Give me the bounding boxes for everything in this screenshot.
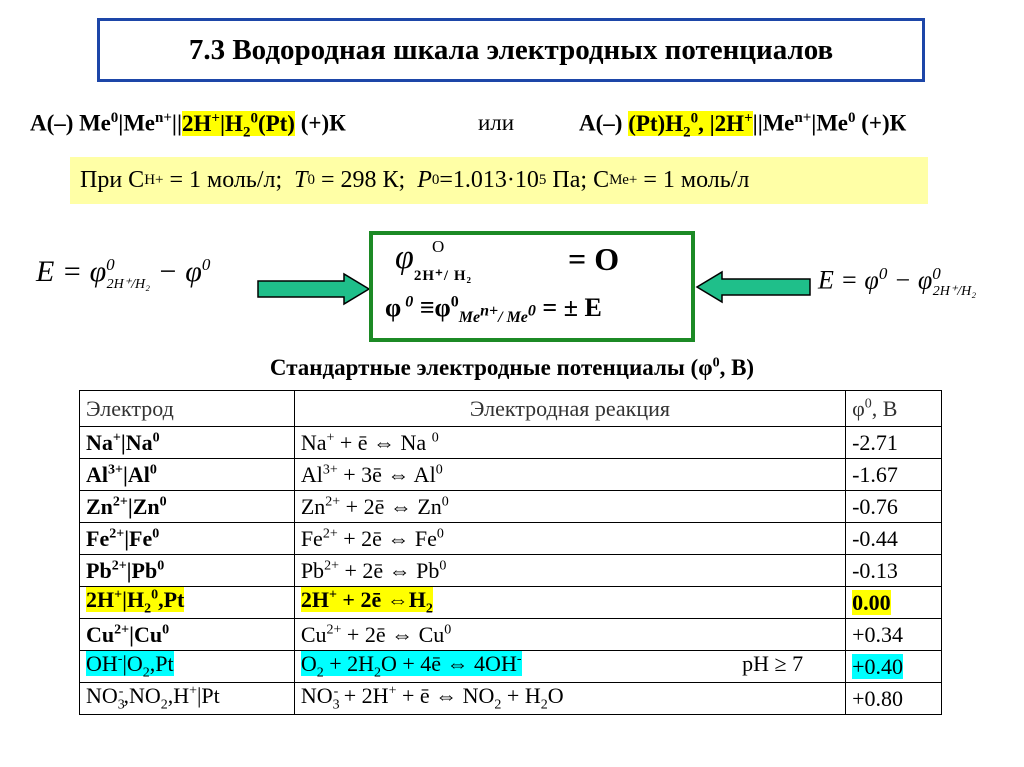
sup: - bbox=[118, 683, 124, 699]
sup: 0 bbox=[159, 494, 167, 510]
sub: 2 bbox=[540, 697, 548, 713]
t: |Cu bbox=[129, 621, 163, 647]
t: Cu bbox=[86, 621, 115, 647]
reaction-cell bbox=[294, 459, 845, 491]
title-box bbox=[97, 18, 925, 82]
t: |Fe bbox=[124, 525, 153, 551]
t: |Al bbox=[122, 461, 150, 487]
scheme-left-dbar: || bbox=[171, 110, 183, 136]
t: OH bbox=[86, 651, 118, 677]
sub: 2 bbox=[374, 665, 381, 681]
table-row bbox=[80, 555, 942, 587]
sub: 2 bbox=[425, 601, 433, 617]
header-reaction: Электродная реакция bbox=[294, 391, 845, 427]
hydrogen-potential-expr bbox=[395, 237, 484, 284]
sub: 3 bbox=[117, 697, 125, 713]
scheme-right-prefix: А(–) bbox=[579, 110, 629, 136]
t: Cu bbox=[300, 621, 327, 647]
sup: + bbox=[388, 683, 397, 699]
left-arrow-icon bbox=[694, 270, 812, 304]
expr-text: = ± E bbox=[535, 293, 602, 322]
electrode-cell bbox=[80, 651, 295, 683]
sup: 0 bbox=[106, 255, 115, 274]
hl-text: (Pt)Н bbox=[628, 110, 684, 136]
table-row bbox=[80, 459, 942, 491]
t: Na bbox=[86, 429, 113, 455]
expr-text: ≡φ bbox=[413, 293, 451, 322]
reaction-cell bbox=[294, 555, 845, 587]
sup: n+ bbox=[154, 110, 172, 126]
sub: 2 bbox=[683, 124, 691, 141]
hydrogen-standard-box bbox=[369, 231, 695, 342]
electrode-cell bbox=[80, 587, 295, 619]
scheme-or: или bbox=[478, 110, 515, 135]
scheme-left-bar: |Ме bbox=[118, 110, 155, 136]
sup: 5 bbox=[538, 172, 547, 188]
table-row-hydrogen bbox=[80, 587, 942, 619]
sup: 2+ bbox=[111, 558, 127, 574]
title-text: , В) bbox=[719, 355, 755, 380]
sup: 0 bbox=[151, 587, 159, 603]
t: + 2ē ⇔H bbox=[336, 587, 426, 613]
electrode-cell bbox=[80, 427, 295, 459]
header-potential bbox=[846, 391, 942, 427]
sup: + bbox=[328, 587, 337, 603]
header-text: φ bbox=[852, 395, 865, 421]
t: + 2ē ⇔ Zn bbox=[340, 493, 442, 519]
t: + 3ē ⇔ Al bbox=[337, 461, 436, 487]
t: + ē ⇔ NO bbox=[396, 683, 495, 709]
sup: - bbox=[333, 683, 339, 699]
sup: n+ bbox=[794, 110, 812, 126]
t: ,NO bbox=[123, 683, 161, 709]
sup: 0 bbox=[712, 355, 720, 371]
t: + 2ē ⇔ Cu bbox=[341, 621, 445, 647]
sup: + bbox=[189, 683, 198, 699]
potential-cell: +0.80 bbox=[846, 683, 942, 715]
electrode-cell bbox=[80, 523, 295, 555]
t: 0.00 bbox=[852, 589, 891, 615]
hl-text: |Н bbox=[219, 110, 243, 136]
sup: 0 bbox=[152, 526, 160, 542]
formula-text: = φ bbox=[833, 265, 879, 295]
cond-text: Р bbox=[417, 167, 432, 193]
sup: + bbox=[211, 110, 220, 126]
sup: 0 bbox=[110, 110, 119, 126]
phi-symbol: φ bbox=[395, 239, 414, 276]
sup: 2+ bbox=[109, 526, 125, 542]
t: |H bbox=[122, 587, 145, 613]
t: O bbox=[300, 651, 317, 677]
t: Al bbox=[300, 461, 323, 487]
ph-condition: pH ≥ 7 bbox=[742, 651, 804, 677]
table-row-oxygen bbox=[80, 651, 942, 683]
sup: - bbox=[516, 651, 522, 667]
formula-text: E bbox=[36, 255, 55, 288]
scheme-right-me: Ме bbox=[762, 110, 795, 136]
electrode-cell bbox=[80, 683, 295, 715]
hydrogen-electrode-highlight bbox=[628, 110, 753, 141]
potential-cell: -0.13 bbox=[846, 555, 942, 587]
sup: 3+ bbox=[108, 462, 123, 478]
t: 2H bbox=[86, 587, 115, 613]
sup: + bbox=[326, 430, 335, 446]
formula-left bbox=[36, 255, 210, 293]
electrode-cell bbox=[80, 555, 295, 587]
sup: + bbox=[744, 110, 753, 126]
sup: 0 bbox=[435, 462, 443, 478]
sup: 0 bbox=[201, 255, 211, 274]
t: Fe bbox=[300, 525, 323, 551]
sub: 2H⁺/H₂ bbox=[932, 283, 977, 299]
reaction-cell bbox=[294, 523, 845, 555]
sup: 2+ bbox=[112, 494, 128, 510]
t: |Na bbox=[120, 429, 153, 455]
sup: 0 bbox=[439, 558, 447, 574]
table-title bbox=[0, 355, 1024, 381]
t: ,H bbox=[167, 683, 190, 709]
t: |Pt bbox=[197, 683, 220, 709]
sup: 0 bbox=[431, 430, 439, 446]
electrode-potential-expr bbox=[385, 293, 602, 327]
sup: 0 bbox=[450, 293, 459, 311]
t: O + 4ē ⇔ 4OH bbox=[381, 651, 517, 677]
hydrogen-electrode-highlight bbox=[182, 110, 295, 141]
electrode-cell bbox=[80, 459, 295, 491]
reaction-cell bbox=[294, 491, 845, 523]
t: Zn bbox=[300, 493, 326, 519]
header-electrode: Электрод bbox=[80, 391, 295, 427]
sup: 0 bbox=[149, 462, 157, 478]
sup: + bbox=[628, 172, 638, 188]
scheme-right-bar: |Ме bbox=[811, 110, 848, 136]
table-header-row bbox=[80, 391, 942, 427]
sup: 2+ bbox=[114, 622, 130, 638]
sup: 0 bbox=[847, 110, 856, 126]
potential-cell bbox=[846, 587, 942, 619]
formula-text: = φ bbox=[54, 255, 107, 288]
t: Zn bbox=[86, 493, 113, 519]
sup: 0 bbox=[436, 526, 444, 542]
sup: n+ bbox=[480, 302, 499, 320]
sup: 0 bbox=[444, 622, 452, 638]
t: NO bbox=[86, 683, 118, 709]
sup: 3+ bbox=[322, 462, 338, 478]
t: NO bbox=[300, 683, 333, 709]
sup: 0 bbox=[401, 293, 414, 311]
sup: + bbox=[112, 430, 121, 446]
t: |Pb bbox=[126, 557, 158, 583]
header-text: , В bbox=[871, 395, 898, 421]
sup: 2+ bbox=[325, 494, 341, 510]
t: ,Pt bbox=[149, 651, 174, 677]
sup: + bbox=[114, 587, 123, 603]
sup: 0 bbox=[307, 172, 315, 188]
potentials-table bbox=[79, 390, 942, 715]
potential-cell: -2.71 bbox=[846, 427, 942, 459]
sub: Н bbox=[144, 172, 156, 188]
t: Pb bbox=[300, 557, 325, 583]
formula-text: − φ bbox=[887, 265, 933, 295]
t: Fe bbox=[86, 525, 110, 551]
scheme-right bbox=[579, 110, 906, 141]
t: |Zn bbox=[127, 493, 160, 519]
t: + 2H bbox=[338, 683, 389, 709]
cond-text: =1.013·10 bbox=[439, 167, 539, 193]
sup: 0 bbox=[878, 264, 888, 283]
potential-cell: -0.44 bbox=[846, 523, 942, 555]
sub: 2H⁺/H₂ bbox=[106, 277, 151, 292]
sup: 0 bbox=[932, 264, 941, 283]
potential-cell: +0.34 bbox=[846, 619, 942, 651]
hl-text: (Pt) bbox=[257, 110, 295, 136]
title-text: Стандартные электродные потенциалы (φ bbox=[269, 355, 713, 380]
reaction-cell bbox=[294, 619, 845, 651]
sup: 0 bbox=[431, 172, 440, 188]
reaction-cell bbox=[294, 427, 845, 459]
sup: 0 bbox=[527, 302, 536, 320]
sup: - bbox=[117, 651, 123, 667]
sub: 2 bbox=[494, 697, 502, 713]
sup: 2+ bbox=[326, 622, 342, 638]
t: + H bbox=[501, 683, 541, 709]
sub: 3 bbox=[332, 697, 340, 713]
formula-text: E bbox=[818, 265, 834, 295]
formula-right bbox=[818, 264, 976, 300]
sub: 2Н⁺/ Н₂ bbox=[413, 268, 472, 284]
hl-text: , |2Н bbox=[698, 110, 745, 136]
standard-conditions bbox=[70, 157, 928, 204]
table-row bbox=[80, 523, 942, 555]
t: 2H bbox=[300, 587, 329, 613]
sub: Me bbox=[458, 309, 481, 327]
hydrogen-potential-value: = О bbox=[568, 241, 620, 277]
sub: 2 bbox=[316, 665, 324, 681]
t: |O bbox=[122, 651, 143, 677]
t: Na bbox=[300, 429, 327, 455]
t: O bbox=[547, 683, 564, 709]
cond-text: Па; С bbox=[546, 167, 610, 193]
sup: 0 bbox=[864, 396, 872, 412]
scheme-left bbox=[30, 110, 346, 141]
table-row bbox=[80, 683, 942, 715]
t: Pb bbox=[86, 557, 112, 583]
scheme-left-prefix: А(–) Ме bbox=[30, 110, 111, 136]
page-title: 7.3 Водородная шкала электродных потенциалов bbox=[188, 33, 834, 66]
scheme-left-suffix: (+)К bbox=[294, 110, 346, 136]
sup: 0 bbox=[690, 110, 699, 126]
potential-cell bbox=[846, 651, 942, 683]
sup: 0 bbox=[250, 110, 258, 126]
sub: 2 bbox=[142, 665, 150, 681]
cond-text: При С bbox=[80, 167, 145, 193]
cond-text: Т bbox=[294, 167, 308, 193]
t: +0.40 bbox=[852, 653, 903, 679]
reaction-cell bbox=[294, 587, 845, 619]
potential-cell: -1.67 bbox=[846, 459, 942, 491]
cond-text: = 1 моль/л; bbox=[163, 167, 295, 193]
potential-cell: -0.76 bbox=[846, 491, 942, 523]
reaction-cell bbox=[294, 683, 845, 715]
cond-text: = 298 К; bbox=[315, 167, 418, 193]
hl-text: 2Н bbox=[182, 110, 212, 136]
table-row bbox=[80, 427, 942, 459]
electrode-cell bbox=[80, 619, 295, 651]
table-row bbox=[80, 619, 942, 651]
sup: + bbox=[155, 172, 164, 188]
sup: 2+ bbox=[322, 526, 338, 542]
t: + 2ē ⇔ Pb bbox=[338, 557, 440, 583]
sup: 0 bbox=[441, 494, 449, 510]
sub: 2 bbox=[144, 601, 152, 617]
scheme-right-dbar: || bbox=[752, 110, 763, 136]
t: + 2H bbox=[323, 651, 374, 677]
t: ,Pt bbox=[158, 587, 185, 613]
table-row bbox=[80, 491, 942, 523]
reaction-cell bbox=[294, 651, 845, 683]
scheme-right-suffix: (+)К bbox=[855, 110, 907, 136]
formula-text: − φ bbox=[150, 255, 202, 288]
sub: Ме bbox=[609, 172, 629, 188]
electrode-cell bbox=[80, 491, 295, 523]
cond-text: = 1 моль/л bbox=[637, 167, 750, 193]
sup: 2+ bbox=[324, 558, 339, 574]
sup: 0 bbox=[162, 622, 170, 638]
t: + ē ⇔ Na bbox=[334, 429, 432, 455]
sup: О bbox=[431, 237, 445, 256]
t: Al bbox=[86, 461, 108, 487]
sup: 0 bbox=[152, 430, 160, 446]
sup: 0 bbox=[157, 558, 165, 574]
right-arrow-icon bbox=[256, 272, 372, 306]
sub: 2 bbox=[242, 124, 251, 141]
sub: 2 bbox=[160, 697, 168, 713]
sub: / Me bbox=[498, 309, 528, 327]
phi-symbol: φ bbox=[385, 293, 402, 322]
t: + 2ē ⇔ Fe bbox=[337, 525, 437, 551]
